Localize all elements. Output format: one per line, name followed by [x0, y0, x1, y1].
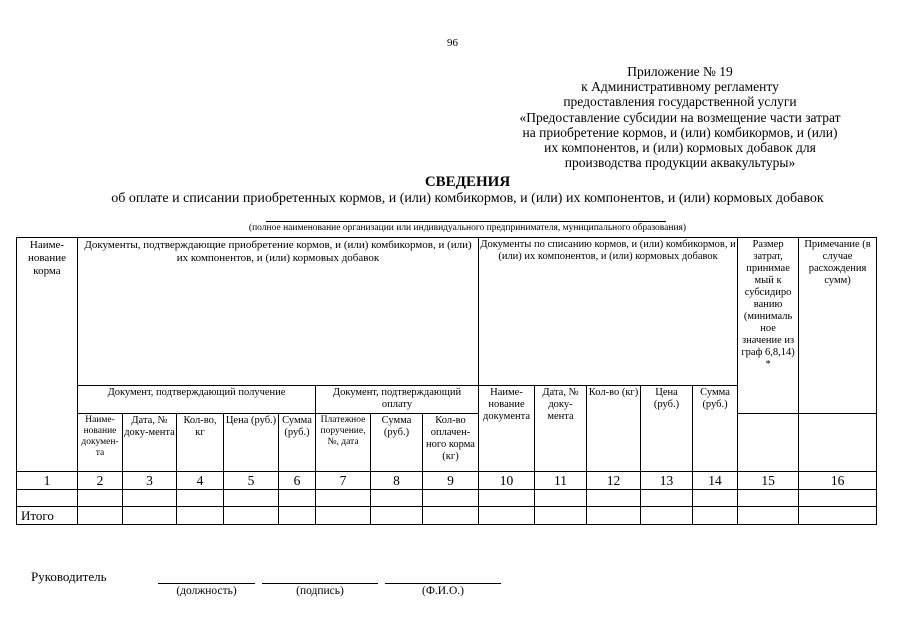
column-number: 14 [693, 472, 738, 490]
header-writeoff-doc-name: Наиме-нование документа [479, 386, 535, 472]
header-feed-name: Наиме-нование корма [17, 238, 78, 472]
column-number: 9 [423, 472, 479, 490]
data-table [16, 237, 877, 525]
table-cell[interactable] [479, 490, 535, 507]
table-cell[interactable] [535, 507, 587, 525]
header-writeoff-quantity: Кол-во (кг) [587, 386, 641, 472]
table-cell[interactable] [738, 507, 799, 525]
page-number: 96 [447, 37, 458, 49]
table-cell[interactable] [641, 507, 693, 525]
header-payment-order: Платежное поручение, №, дата [316, 414, 371, 472]
column-number: 15 [738, 472, 799, 490]
table-cell[interactable] [587, 507, 641, 525]
appendix-header [480, 64, 880, 170]
table-cell[interactable] [279, 490, 316, 507]
appendix-line: производства продукции аквакультуры» [564, 155, 796, 171]
appendix-line: к Административному регламенту [581, 79, 779, 95]
appendix-line: на приобретение кормов, и (или) комбикормов, и (или) [522, 124, 838, 140]
header-purchase-documents: Документы, подтверждающие приобретение кормов, и (или) комбикормов, и (или) их компонентов, и (или) кормовых добавок [78, 238, 479, 386]
table-cell[interactable] [123, 490, 177, 507]
cell-empty [799, 414, 877, 472]
column-number: 11 [535, 472, 587, 490]
header-note: Примечание (в случае расхождения сумм) [799, 238, 877, 414]
table-cell[interactable] [738, 490, 799, 507]
table-cell[interactable] [123, 507, 177, 525]
header-writeoff-doc-date: Дата, № доку-мента [535, 386, 587, 472]
column-number: 1 [17, 472, 78, 490]
column-number: 8 [371, 472, 423, 490]
position-caption: (должность) [176, 585, 237, 597]
header-writeoff-price: Цена (руб.) [641, 386, 693, 472]
full-name-caption: (Ф.И.О.) [422, 585, 464, 597]
header-receipt-quantity: Кол-во, кг [177, 414, 224, 472]
column-number: 12 [587, 472, 641, 490]
organization-caption: (полное наименование организации или индивидуального предпринимателя, муниципального образования) [248, 223, 687, 233]
signature-label: Руководитель [31, 569, 107, 584]
column-number: 2 [78, 472, 123, 490]
table-cell[interactable] [479, 507, 535, 525]
position-line[interactable] [158, 583, 255, 584]
total-label: Итого [17, 507, 78, 525]
table-cell[interactable] [587, 490, 641, 507]
table-cell[interactable] [78, 507, 123, 525]
cell-empty [738, 414, 799, 472]
column-number: 4 [177, 472, 224, 490]
table-cell[interactable] [693, 507, 738, 525]
header-writeoff-documents: Документы по списанию кормов, и (или) комбикормов, и (или) их компонентов, и (или) кормовых добавок [479, 238, 738, 386]
header-writeoff-sum: Сумма (руб.) [693, 386, 738, 472]
table-cell[interactable] [371, 490, 423, 507]
column-number: 10 [479, 472, 535, 490]
signature-caption: (подпись) [296, 585, 344, 597]
table-cell[interactable] [17, 490, 78, 507]
header-payment-sum: Сумма (руб.) [371, 414, 423, 472]
header-payment-document: Документ, подтверждающий оплату [316, 386, 479, 414]
header-receipt-doc-date: Дата, № доку-мента [123, 414, 177, 472]
table-cell[interactable] [224, 490, 279, 507]
table-cell[interactable] [78, 490, 123, 507]
header-receipt-document: Документ, подтверждающий получение [78, 386, 316, 414]
total-row [17, 507, 877, 525]
appendix-line: их компонентов, и (или) кормовых добавок для [544, 140, 816, 156]
full-name-line[interactable] [385, 583, 501, 584]
table-cell[interactable] [799, 507, 877, 525]
column-number: 16 [799, 472, 877, 490]
header-receipt-sum: Сумма (руб.) [279, 414, 316, 472]
signature-line[interactable] [262, 583, 378, 584]
organization-name-line[interactable] [266, 221, 666, 222]
column-number: 3 [123, 472, 177, 490]
table-cell[interactable] [224, 507, 279, 525]
header-receipt-price: Цена (руб.) [224, 414, 279, 472]
table-cell[interactable] [693, 490, 738, 507]
appendix-line: предоставления государственной услуги [563, 94, 797, 110]
table-cell[interactable] [799, 490, 877, 507]
table-cell[interactable] [279, 507, 316, 525]
table-row [17, 490, 877, 507]
table-cell[interactable] [177, 490, 224, 507]
table-cell[interactable] [177, 507, 224, 525]
header-paid-quantity: Кол-во оплачен-ного корма (кг) [423, 414, 479, 472]
header-receipt-doc-name: Наиме-нование докумен-та [78, 414, 123, 472]
table-cell[interactable] [316, 490, 371, 507]
header-subsidy-cost: Размер затрат, принимае мый к субсидиро ванию (минималь ное значение из граф 6,8,14) * [738, 238, 799, 414]
document-subtitle: об оплате и списании приобретенных кормов, и (или) комбикормов, и (или) их компонентов, и (или) кормовых добавок [111, 191, 824, 206]
table-cell[interactable] [641, 490, 693, 507]
column-number: 6 [279, 472, 316, 490]
table-cell[interactable] [423, 490, 479, 507]
appendix-line: «Предоставление субсидии на возмещение части затрат [519, 109, 841, 125]
document-title: СВЕДЕНИЯ [424, 174, 511, 190]
table-cell[interactable] [423, 507, 479, 525]
table-cell[interactable] [371, 507, 423, 525]
column-number: 13 [641, 472, 693, 490]
appendix-line: Приложение № 19 [627, 64, 733, 79]
column-number: 5 [224, 472, 279, 490]
column-number: 7 [316, 472, 371, 490]
table-cell[interactable] [535, 490, 587, 507]
table-cell[interactable] [316, 507, 371, 525]
